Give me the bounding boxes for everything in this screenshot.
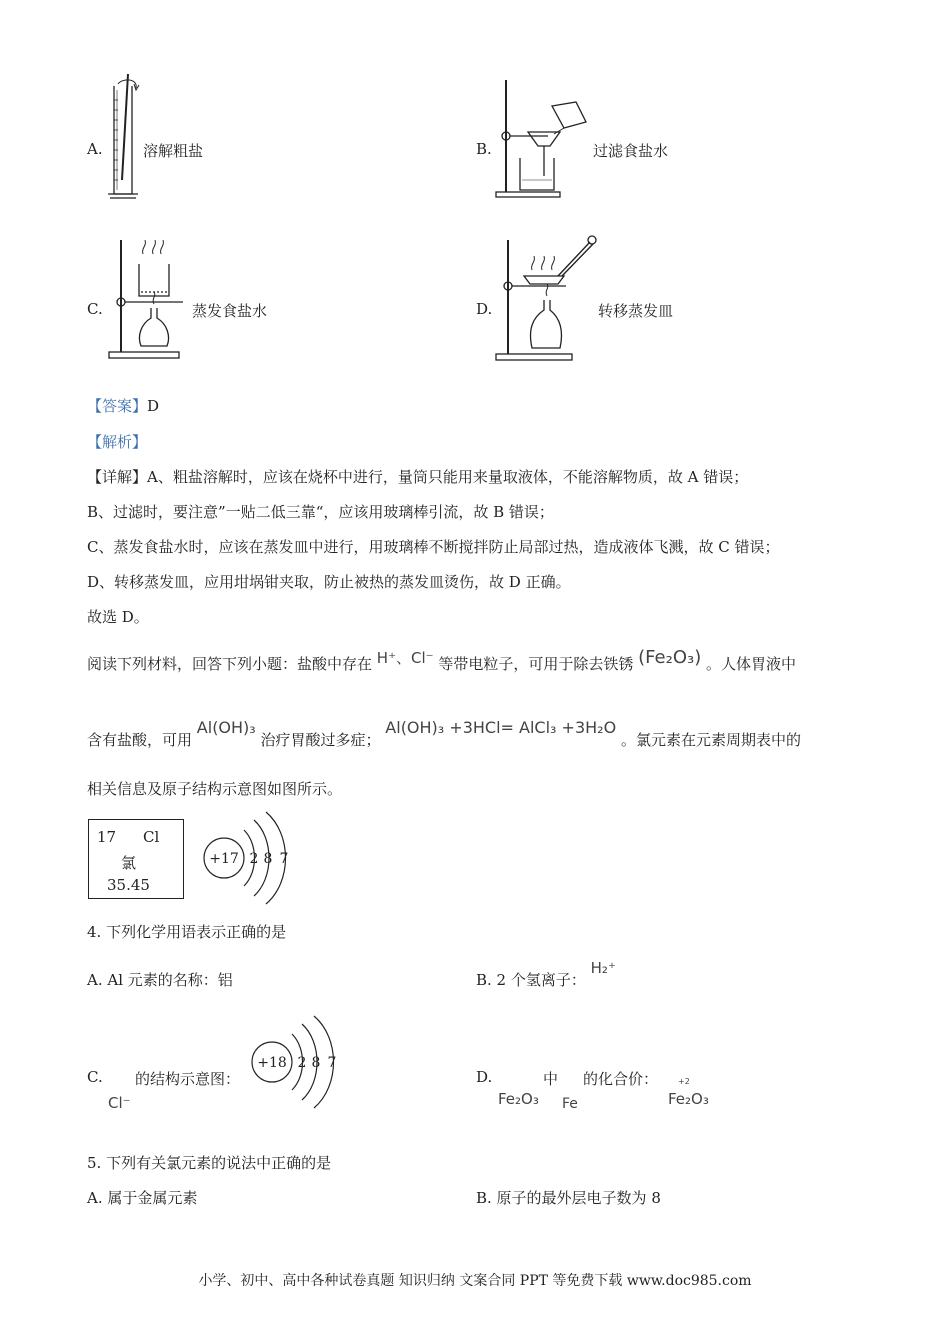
option-d-letter: D.	[476, 300, 493, 318]
analysis-line-b: B、过滤时，要注意”一贴二低三靠“，应该用玻璃棒引流，故 B 错误；	[87, 503, 554, 521]
option-a-caption: 溶解粗盐	[143, 142, 204, 160]
material-p1-mid: 等带电粒子，可用于除去铁锈	[438, 655, 634, 673]
graduated-cylinder-illustration	[104, 70, 144, 202]
hydrogen-ion-formula: H₂⁺	[590, 959, 616, 977]
iron-oxide-formula: (Fe₂O₃)	[638, 647, 702, 668]
q4-option-d-text: 的化合价：	[583, 1070, 659, 1088]
material-line-1	[87, 647, 867, 674]
evaporation-beaker-illustration	[107, 236, 191, 362]
iron-symbol: Fe	[562, 1096, 578, 1112]
q5-option-a: A. 属于金属元素	[87, 1189, 198, 1207]
material-p1-start: 阅读下列材料，回答下列小题：盐酸中存在	[87, 655, 373, 673]
detail-tag: 【详解】	[87, 468, 148, 486]
material-line-3: 相关信息及原子结构示意图如图所示。	[87, 780, 343, 798]
material-p2-end: 。氯元素在元素周期表中的	[620, 731, 801, 749]
atom-shell-2: 8	[263, 851, 273, 867]
q4-option-c-text: 的结构示意图：	[135, 1070, 241, 1088]
atom-shell-3: 7	[279, 851, 289, 867]
option-c-letter: C.	[87, 300, 103, 318]
material-p2-start: 含有盐酸，可用	[87, 731, 193, 749]
q4-option-d-mid: 中	[543, 1070, 559, 1088]
q4-option-b	[476, 959, 616, 990]
answer-tag: 【答案】	[87, 397, 148, 415]
ion-shell-2: 8	[311, 1055, 321, 1071]
atomic-number: 17	[97, 828, 117, 846]
analysis-tag: 【解析】	[87, 433, 148, 451]
material-p2-mid: 治疗胃酸过多症；	[260, 731, 381, 749]
iron-oxide-valence-formula: Fe₂O₃	[668, 1090, 709, 1108]
q4-option-a: A. Al 元素的名称：铝	[87, 971, 233, 989]
analysis-line-d: D、转移蒸发皿，应用坩埚钳夹取，防止被热的蒸发皿烫伤，故 D 正确。	[87, 573, 571, 591]
q4-option-d-letter: D.	[476, 1068, 493, 1086]
answer-value: D	[147, 397, 160, 415]
ions-formula: H⁺、Cl⁻	[376, 649, 434, 667]
analysis-line-c: C、蒸发食盐水时，应该在蒸发皿中进行，用玻璃棒不断搅拌防止局部过热，造成液体飞溅，故 C 错误；	[87, 538, 780, 556]
q4-stem: 4. 下列化学用语表示正确的是	[87, 923, 287, 941]
chlorine-atom-diagram	[200, 808, 310, 908]
valence-charge: +2	[678, 1077, 690, 1086]
ion-shell-1: 2	[297, 1055, 307, 1071]
option-b-caption: 过滤食盐水	[593, 142, 669, 160]
q5-stem: 5. 下列有关氯元素的说法中正确的是	[87, 1154, 332, 1172]
option-a-letter: A.	[87, 140, 103, 158]
element-symbol: Cl	[143, 828, 160, 846]
element-name: 氯	[121, 854, 137, 872]
q4-option-c-letter: C.	[87, 1068, 103, 1086]
iron-oxide-formula-d: Fe₂O₃	[498, 1090, 539, 1108]
option-c-caption: 蒸发食盐水	[192, 302, 268, 320]
periodic-table-cell	[88, 819, 184, 899]
atomic-mass: 35.45	[107, 876, 150, 894]
crucible-tongs-illustration	[494, 230, 604, 362]
chloride-ion-formula: Cl⁻	[108, 1094, 131, 1112]
ion-structure-diagram	[248, 1012, 358, 1112]
material-line-2	[87, 718, 867, 750]
option-d-caption: 转移蒸发皿	[598, 302, 674, 320]
analysis-line-a	[87, 467, 867, 487]
q4-option-b-text: B. 2 个氢离子：	[476, 971, 586, 989]
atom-nucleus-label: +17	[209, 851, 239, 867]
analysis-conclusion: 故选 D。	[87, 608, 149, 626]
aluminium-hydroxide-formula: Al(OH)₃	[196, 718, 256, 737]
material-p1-end: 。人体胃液中	[706, 655, 797, 673]
ion-nucleus-label: +18	[257, 1055, 287, 1071]
answer-line	[87, 396, 867, 416]
option-b-letter: B.	[476, 140, 492, 158]
ion-shell-3: 7	[327, 1055, 337, 1071]
page-footer: 小学、初中、高中各种试卷真题 知识归纳 文案合同 PPT 等免费下载 www.doc985.com	[198, 1273, 752, 1289]
atom-shell-1: 2	[249, 851, 259, 867]
q5-option-b: B. 原子的最外层电子数为 8	[476, 1189, 661, 1207]
filtration-stand-illustration	[494, 76, 594, 200]
analysis-text-a: A、粗盐溶解时，应该在烧杯中进行，量筒只能用来量取液体，不能溶解物质，故 A 错误；	[147, 468, 749, 486]
neutralization-equation: Al(OH)₃ +3HCl= AlCl₃ +3H₂O	[385, 718, 617, 737]
